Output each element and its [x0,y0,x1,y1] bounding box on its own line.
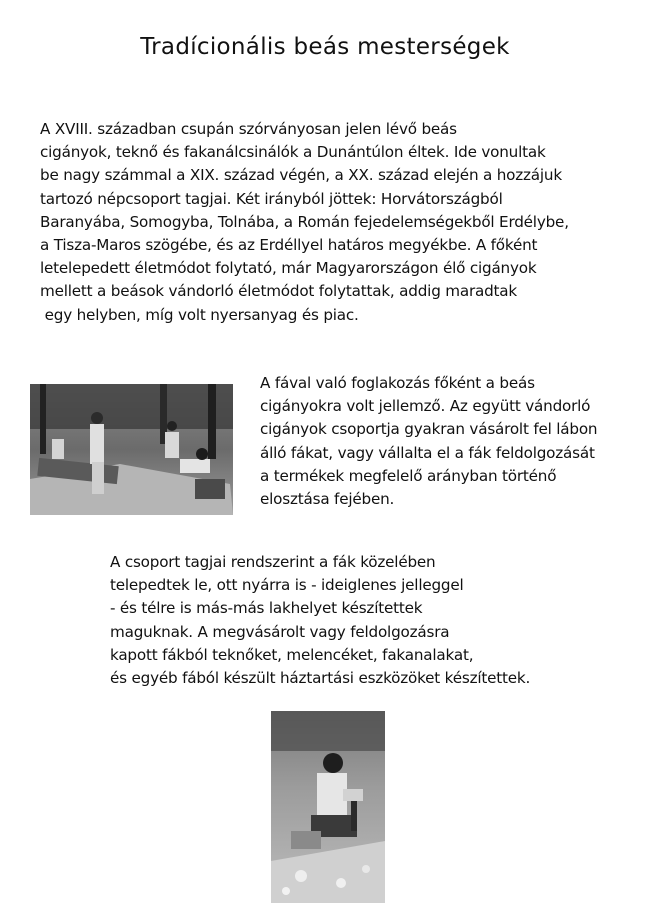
carver-photo [271,711,385,903]
page-title: Tradícionális beás mesterségek [140,34,510,60]
text-line: mellett a beások vándorló életmódot folytattak, addig maradtak [40,282,518,301]
text-line: kapott fákból teknőket, melencéket, fakanalakat, [110,645,474,664]
text-line: A XVIII. században csupán szórványosan jelen lévő beás [40,120,457,138]
text-line: álló fákat, vagy vállalta el a fák feldolgozását [260,443,595,462]
text-line: letelepedett életmódot folytató, már Magyarországon élő cigányok [40,259,537,278]
text-line: A csoport tagjai rendszerint a fák közelében [110,553,436,571]
text-line: be nagy számmal a XIX. század végén, a XX. század elején a hozzájuk [40,166,562,185]
text-line: A fával való foglakozás főként a beás [260,374,535,392]
woodcarvers-photo [30,384,233,515]
text-line: tartozó népcsoport tagjai. Két irányból jöttek: Horvátországból [40,189,503,208]
text-line: a termékek megfelelő arányban történő [260,466,557,485]
woodcarvers-photo-image [30,384,233,515]
settlement-paragraph [110,551,530,690]
text-line: cigányok csoportja gyakran vásárolt fel lábon [260,420,598,439]
text-line: cigányokra volt jellemző. Az együtt vándorló [260,397,591,416]
text-line: Baranyába, Somogyba, Tolnába, a Román fejedelemségekből Erdélybe, [40,212,569,231]
text-line: elosztása fejében. [260,490,395,509]
text-line: cigányok, teknő és fakanálcsinálók a Dunántúlon éltek. Ide vonultak [40,143,546,162]
text-line: maguknak. A megvásárolt vagy feldolgozásra [110,622,450,641]
intro-paragraph [40,118,569,327]
text-line: a Tisza-Maros szögébe, és az Erdéllyel határos megyékbe. A főként [40,236,538,255]
woodwork-paragraph [260,372,597,511]
text-line: egy helyben, míg volt nyersanyag és piac. [40,305,359,324]
text-line: telepedtek le, ott nyárra is - ideiglenes jelleggel [110,576,464,595]
text-line: - és télre is más-más lakhelyet készítettek [110,599,423,618]
text-line: és egyéb fából készült háztartási eszközöket készítettek. [110,669,531,688]
carver-photo-image [271,711,385,903]
